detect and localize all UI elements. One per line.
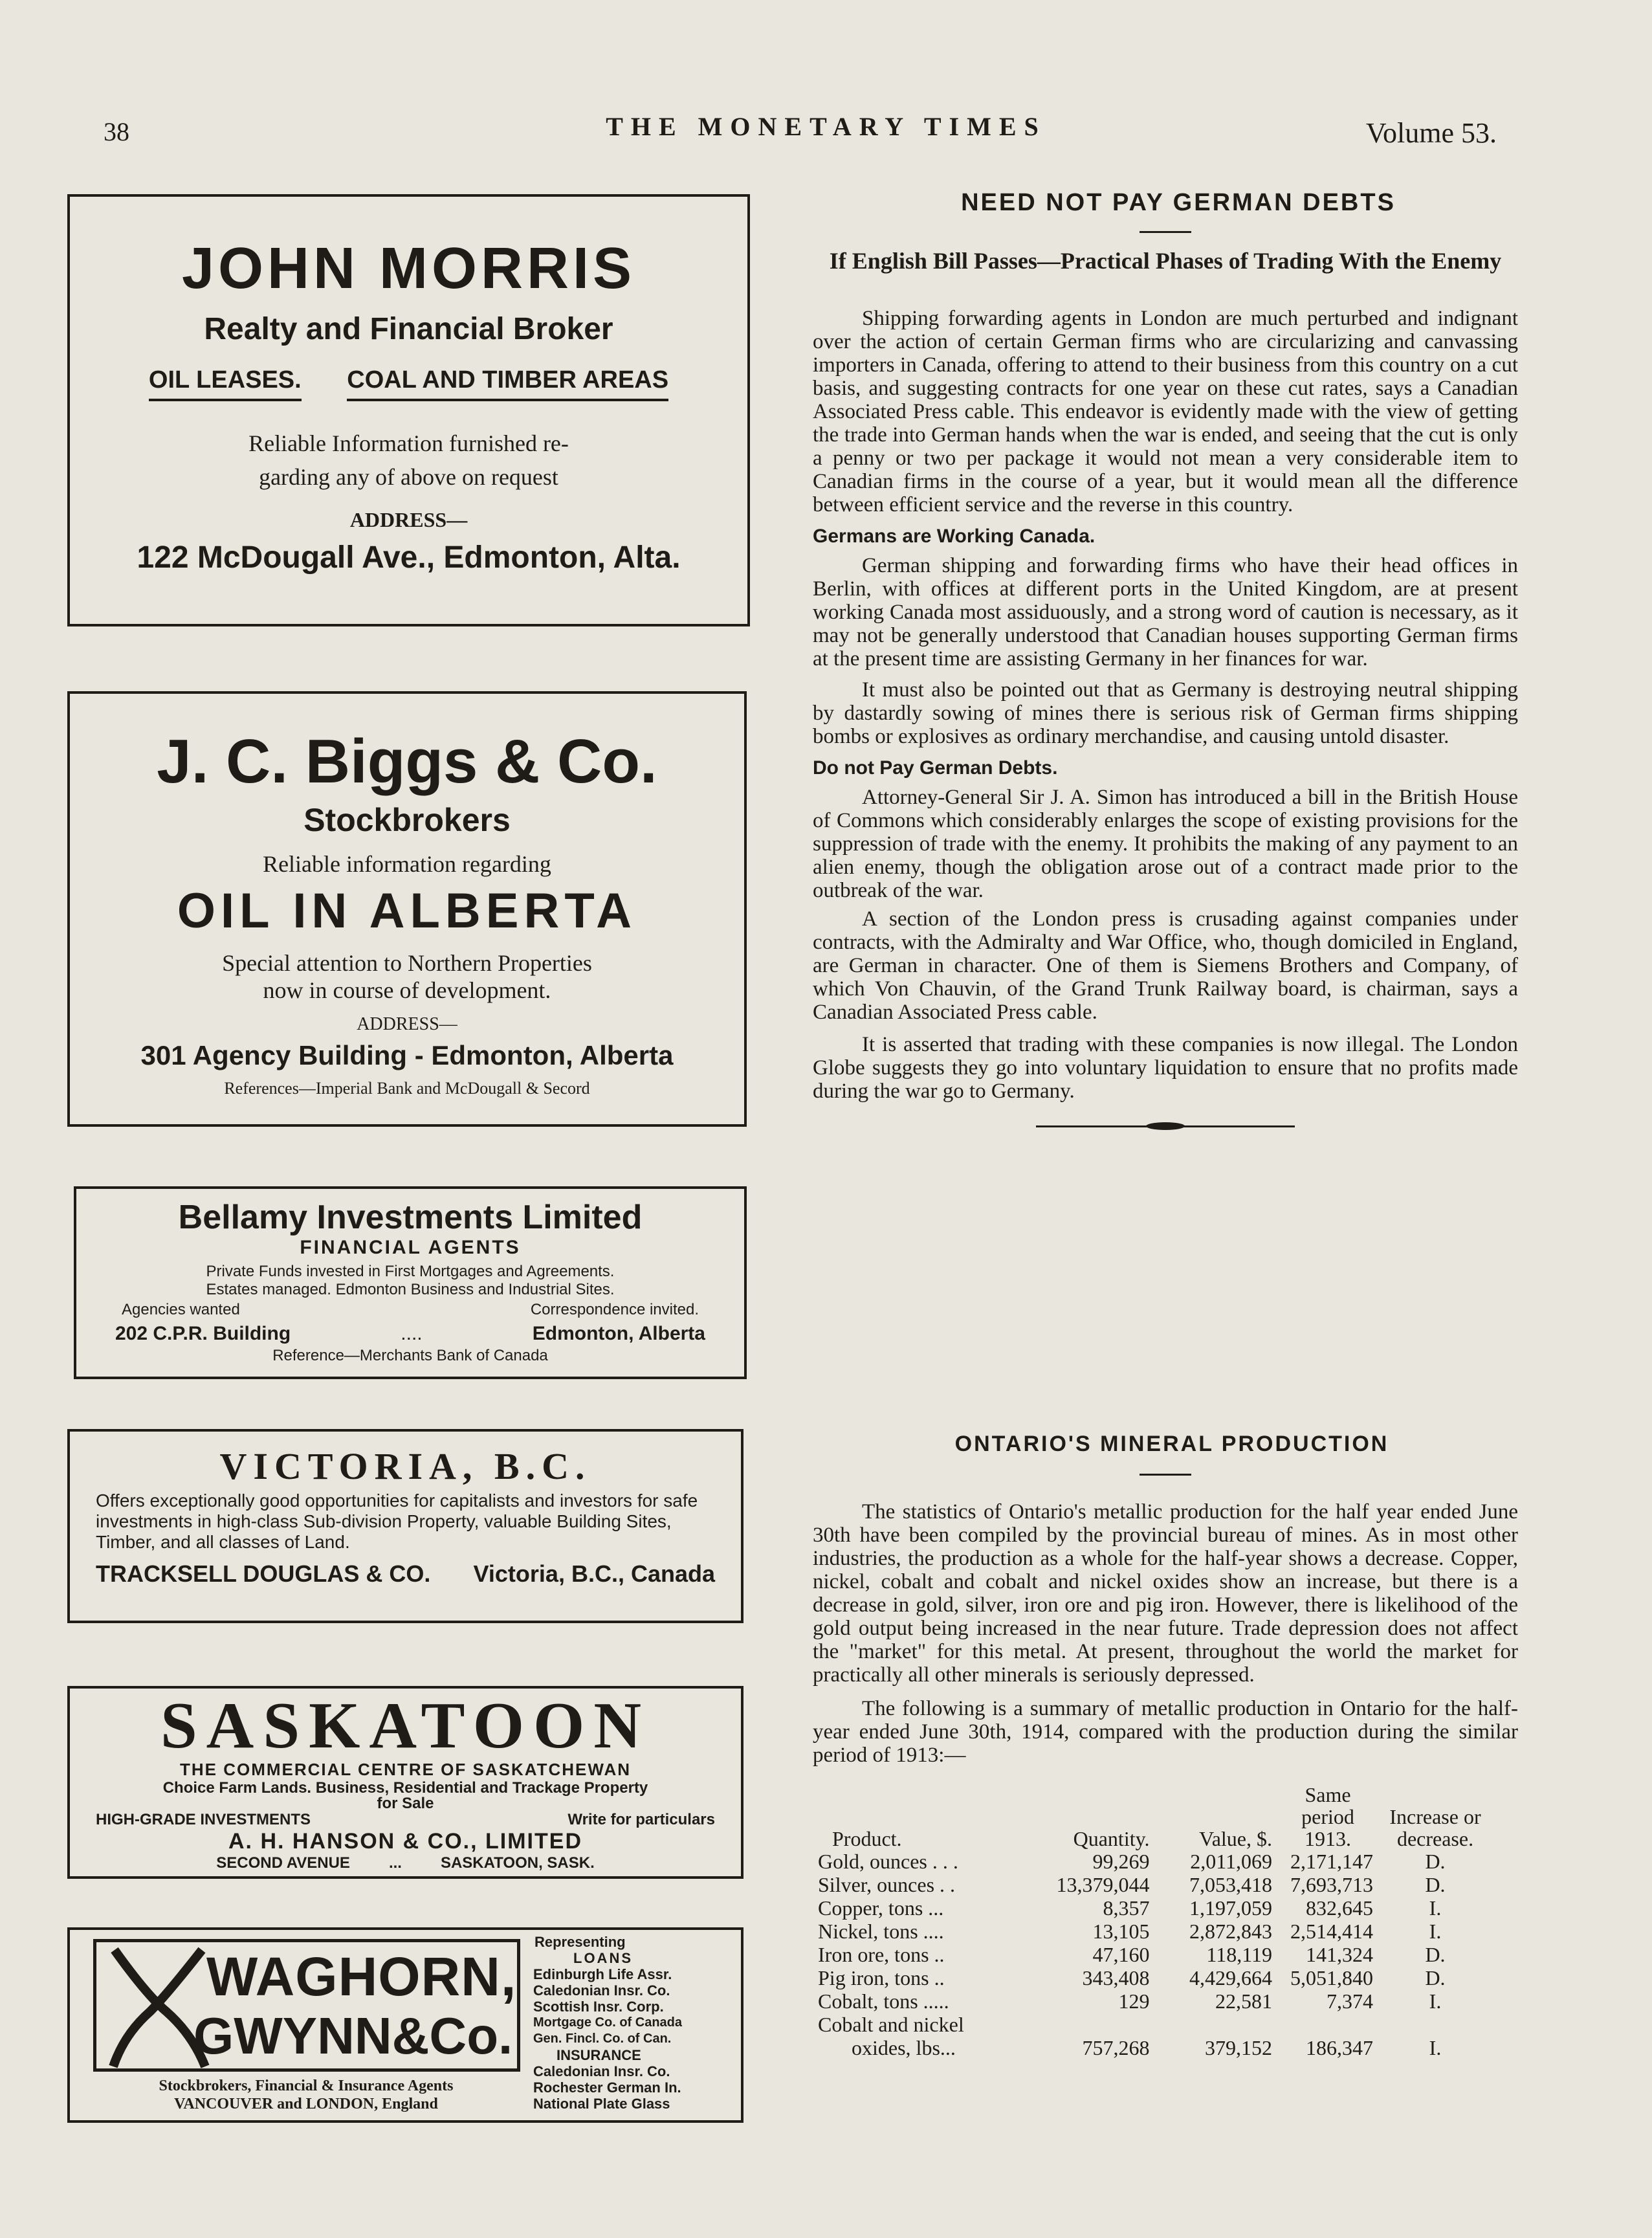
table-row bbox=[813, 1989, 1492, 2013]
city: SASKATOON, SASK. bbox=[440, 1854, 595, 1872]
firm-place: Victoria, B.C., Canada bbox=[473, 1560, 715, 1587]
table-cell: 379,152 bbox=[1205, 2036, 1272, 2059]
ornament-divider bbox=[1036, 1121, 1295, 1131]
info-line: Estates managed. Edmonton Business and Industrial Sites. bbox=[206, 1281, 615, 1298]
table-cell: D. bbox=[1425, 1850, 1446, 1873]
table-cell: Cobalt and nickel bbox=[818, 2013, 964, 2036]
representing-list bbox=[533, 1934, 740, 2112]
table-cell: 2,171,147 bbox=[1290, 1850, 1373, 1873]
ad-waghorn bbox=[67, 1927, 743, 2123]
ad-victoria bbox=[67, 1429, 743, 1623]
article-title: NEED NOT PAY GERMAN DEBTS bbox=[961, 189, 1396, 216]
list-item: Caledonian Insr. Co. bbox=[533, 2063, 670, 2079]
column-header: Same period 1913. bbox=[1301, 1783, 1354, 1850]
table-cell: Cobalt, tons ..... bbox=[818, 1989, 949, 2013]
table-cell: 118,119 bbox=[1206, 1943, 1272, 1966]
subhead: Germans are Working Canada. bbox=[813, 526, 1096, 547]
table-cell: Nickel, tons .... bbox=[818, 1920, 944, 1943]
table-cell: Pig iron, tons .. bbox=[818, 1966, 945, 1989]
table-cell: 2,872,843 bbox=[1189, 1920, 1272, 1943]
ad-title: Bellamy Investments Limited bbox=[178, 1199, 643, 1236]
logo-line-1: WAGHORN, bbox=[206, 1946, 517, 2007]
ad-title: VICTORIA, B.C. bbox=[219, 1445, 591, 1487]
table-cell: 7,374 bbox=[1327, 1989, 1373, 2013]
table-cell: 343,408 bbox=[1082, 1966, 1150, 1989]
table-row bbox=[813, 1943, 1492, 1966]
ad-title: J. C. Biggs & Co. bbox=[157, 727, 657, 796]
logo-line-2: GWYNN&Co. bbox=[193, 2007, 513, 2065]
production-table bbox=[813, 1784, 1492, 2059]
table-cell: 8,357 bbox=[1103, 1896, 1150, 1920]
address: 122 McDougall Ave., Edmonton, Alta. bbox=[137, 540, 681, 575]
list-item: Rochester German In. bbox=[533, 2079, 681, 2096]
paragraph: It must also be pointed out that as Germany is destroying neutral shipping by dastardly sowing of mines there is serious risk of German firms shipping bombs or explosives as ordinary merchandise, and causing untold disaster. bbox=[813, 678, 1518, 748]
address-label: ADDRESS— bbox=[349, 508, 468, 531]
volume-label: Volume 53. bbox=[1365, 117, 1497, 149]
list-item: Gen. Fincl. Co. of Can. bbox=[533, 2032, 672, 2046]
insurance-label: INSURANCE bbox=[556, 2047, 641, 2063]
article-subtitle: If English Bill Passes—Practical Phases of Trading With the Enemy bbox=[829, 248, 1502, 274]
oil-leases-label: OIL LEASES. bbox=[149, 366, 302, 401]
ad-biggs bbox=[67, 691, 747, 1127]
list-item: Edinburgh Life Assr. bbox=[533, 1966, 672, 1982]
address-label: ADDRESS— bbox=[357, 1014, 457, 1034]
table-cell: D. bbox=[1425, 1943, 1446, 1966]
paragraph: It is asserted that trading with these companies is now illegal. The London Globe suggests they go into voluntary liquidation to ensure that no profits made during the war go to Germany. bbox=[813, 1033, 1518, 1103]
ad-body: Offers exceptionally good opportunities for capitalists and investors for safe investments in high-class Sub-division Property, valuable Building Sites, Timber, and all classes of Land. bbox=[96, 1490, 698, 1552]
table-cell: D. bbox=[1425, 1873, 1446, 1896]
table-row bbox=[813, 1873, 1492, 1896]
paragraph: German shipping and forwarding firms who have their head offices in Berlin, with offices at different ports in the United Kingdom, are at present working Canada most assiduously, and a strong word of caution is necessary, as it may not be generally understood that Canadian houses supporting German firms at the present time are assisting Germany in her finances for war. bbox=[813, 554, 1518, 670]
subhead: Do not Pay German Debts. bbox=[813, 757, 1058, 779]
dots: ... bbox=[388, 1854, 402, 1872]
representing-label: Representing bbox=[534, 1934, 626, 1950]
bottom-line: VANCOUVER and LONDON, England bbox=[174, 2096, 438, 2112]
table-cell: 99,269 bbox=[1092, 1850, 1150, 1873]
info-line: Reliable information regarding bbox=[263, 851, 551, 877]
ad-title: JOHN MORRIS bbox=[181, 236, 636, 301]
paragraph: Shipping forwarding agents in London are much perturbed and indignant over the action of certain German firms who are circularizing and canvassing importers in Canada, offering to attend to their business from this country on a cut basis, and suggesting contracts for one year on these cut rates, says a Canadian Associated Press cable. This endeavor is evidently made with the view of getting the trade into German hands when the war is ended, and seeing that the cut is only a penny or two per package it would not mean a very considerable item to Canadian firms in the course of a year, but it would mean all the difference between efficient service and the reverse in this country. bbox=[813, 307, 1518, 516]
ad-tagline: FINANCIAL AGENTS bbox=[300, 1237, 521, 1258]
list-item: Scottish Insr. Corp. bbox=[533, 1999, 664, 2015]
list-item: National Plate Glass bbox=[533, 2096, 670, 2112]
column-header: Product. bbox=[832, 1827, 902, 1850]
ad-john-morris bbox=[67, 194, 750, 626]
street: SECOND AVENUE bbox=[216, 1854, 350, 1872]
title-rule bbox=[1140, 1474, 1191, 1476]
ad-bellamy bbox=[74, 1186, 747, 1379]
table-cell: I. bbox=[1429, 1896, 1442, 1920]
table-cell: 757,268 bbox=[1082, 2036, 1150, 2059]
article-german-debts bbox=[813, 189, 1518, 1131]
agencies-wanted: Agencies wanted bbox=[122, 1301, 240, 1318]
column-header: Quantity. bbox=[1073, 1827, 1150, 1850]
dots: .... bbox=[401, 1323, 423, 1344]
table-cell: 1,197,059 bbox=[1189, 1896, 1272, 1920]
table-row bbox=[813, 1896, 1492, 1920]
address-right: Edmonton, Alberta bbox=[532, 1323, 705, 1344]
info-line: Private Funds invested in First Mortgages and Agreements. bbox=[206, 1263, 615, 1280]
table-cell: I. bbox=[1429, 1989, 1442, 2013]
list-item: Mortgage Co. of Canada bbox=[533, 2015, 683, 2030]
reference: Reference—Merchants Bank of Canada bbox=[272, 1347, 548, 1364]
paragraph: Attorney-General Sir J. A. Simon has introduced a bill in the British House of Commons which considerably enlarges the scope of existing provisions for the suppression of trade with the enemy. It prohibits the making of any payment to an alien enemy, though the obligation arose out of a contract made prior to the outbreak of the war. bbox=[813, 786, 1518, 902]
table-cell bbox=[1019, 2013, 1155, 2036]
waghorn-logo bbox=[93, 1939, 520, 2072]
table-cell: 13,379,044 bbox=[1056, 1873, 1150, 1896]
table-cell bbox=[1277, 2013, 1378, 2036]
table-cell: I. bbox=[1429, 2036, 1442, 2059]
column-header: Value, $. bbox=[1199, 1827, 1272, 1850]
references: References—Imperial Bank and McDougall & Secord bbox=[224, 1079, 590, 1098]
article-title: ONTARIO'S MINERAL PRODUCTION bbox=[954, 1432, 1389, 1456]
table-cell: 7,693,713 bbox=[1290, 1873, 1373, 1896]
firm-name: A. H. HANSON & CO., LIMITED bbox=[228, 1829, 582, 1854]
table-cell: 2,514,414 bbox=[1290, 1920, 1373, 1943]
column-header: Increase or decrease. bbox=[1389, 1805, 1481, 1850]
coal-timber-label: COAL AND TIMBER AREAS bbox=[347, 366, 668, 401]
article-ontario-minerals bbox=[813, 1432, 1518, 2059]
ad-headline: OIL IN ALBERTA bbox=[177, 883, 637, 938]
info-line: Choice Farm Lands. Business, Residential and Trackage Property bbox=[162, 1779, 648, 1797]
table-cell: Iron ore, tons .. bbox=[818, 1943, 945, 1966]
table-cell: 141,324 bbox=[1306, 1943, 1373, 1966]
table-cell: 129 bbox=[1118, 1989, 1150, 2013]
table-cell: 4,429,664 bbox=[1189, 1966, 1272, 1989]
info-line: Reliable Information furnished re- bbox=[248, 430, 569, 456]
page-number: 38 bbox=[104, 117, 129, 146]
table-cell: Silver, ounces . . bbox=[818, 1873, 956, 1896]
ad-tagline: Stockbrokers bbox=[303, 802, 511, 838]
table-cell: Gold, ounces . . . bbox=[818, 1850, 958, 1873]
firm-name: TRACKSELL DOUGLAS & CO. bbox=[96, 1560, 431, 1587]
table-row bbox=[813, 1920, 1492, 1943]
table-cell: 7,053,418 bbox=[1189, 1873, 1272, 1896]
bottom-line: Stockbrokers, Financial & Insurance Agents bbox=[159, 2077, 454, 2094]
table-cell: Copper, tons ... bbox=[818, 1896, 944, 1920]
table-cell: 2,011,069 bbox=[1190, 1850, 1272, 1873]
table-cell: 22,581 bbox=[1215, 1989, 1272, 2013]
correspondence: Correspondence invited. bbox=[530, 1301, 699, 1318]
table-cell: 186,347 bbox=[1306, 2036, 1373, 2059]
table-row bbox=[813, 2013, 1492, 2036]
address: 301 Agency Building - Edmonton, Alberta bbox=[140, 1040, 674, 1070]
table-cell bbox=[1378, 2013, 1492, 2036]
table-cell bbox=[1155, 2013, 1277, 2036]
loans-label: LOANS bbox=[573, 1950, 633, 1966]
table-row bbox=[813, 1966, 1492, 1989]
table-cell: 13,105 bbox=[1092, 1920, 1150, 1943]
paragraph: A section of the London press is crusading against companies under contracts, with the Admiralty and War Office, who, though domiciled in England, are German in character. One of them is Siemens Brothers and Company, of which Von Chauvin, of the Grand Trunk Railway board, is chairman, says a Canadian Associated Press cable. bbox=[813, 907, 1518, 1024]
title-rule bbox=[1140, 231, 1191, 233]
table-row bbox=[813, 2036, 1492, 2059]
ad-tagline: Realty and Financial Broker bbox=[204, 312, 613, 346]
table-row bbox=[813, 1850, 1492, 1873]
high-grade: HIGH-GRADE INVESTMENTS bbox=[96, 1811, 311, 1828]
ad-tagline: THE COMMERCIAL CENTRE OF SASKATCHEWAN bbox=[179, 1760, 632, 1779]
table-header-row bbox=[813, 1784, 1492, 1850]
table-cell: D. bbox=[1425, 1966, 1446, 1989]
list-item: Caledonian Insr. Co. bbox=[533, 1982, 670, 1999]
table-cell: 5,051,840 bbox=[1290, 1966, 1373, 1989]
table-cell: 47,160 bbox=[1092, 1943, 1150, 1966]
info-line: now in course of development. bbox=[263, 977, 551, 1003]
info-line: Special attention to Northern Properties bbox=[222, 950, 592, 976]
ad-title: SASKATOON bbox=[160, 1689, 651, 1762]
masthead: THE MONETARY TIMES bbox=[606, 112, 1046, 141]
table-cell: 832,645 bbox=[1306, 1896, 1373, 1920]
write-for: Write for particulars bbox=[567, 1811, 715, 1828]
info-line: for Sale bbox=[377, 1795, 434, 1812]
table-cell: I. bbox=[1429, 1920, 1442, 1943]
table-cell: oxides, lbs... bbox=[852, 2036, 956, 2059]
paragraph: The statistics of Ontario's metallic production for the half year ended June 30th have been compiled by the provincial bureau of mines. As in most other industries, the production as a whole for the half-year shows a decrease. Copper, nickel, cobalt and cobalt and nickel oxides show an increase, but there is a decrease in gold, silver, iron ore and pig iron. However, there is likelihood of the gold output being increased in the near future. Trade depression does not affect the "market" for this metal. At present, throughout the world the market for practically all other minerals is seriously depressed. bbox=[813, 1500, 1518, 1687]
info-line: garding any of above on request bbox=[259, 464, 558, 490]
address-left: 202 C.P.R. Building bbox=[115, 1323, 291, 1344]
paragraph: The following is a summary of metallic production in Ontario for the half-year ended June 30th, 1914, compared with the production during the similar period of 1913:— bbox=[813, 1697, 1518, 1767]
ad-saskatoon bbox=[67, 1686, 743, 1879]
